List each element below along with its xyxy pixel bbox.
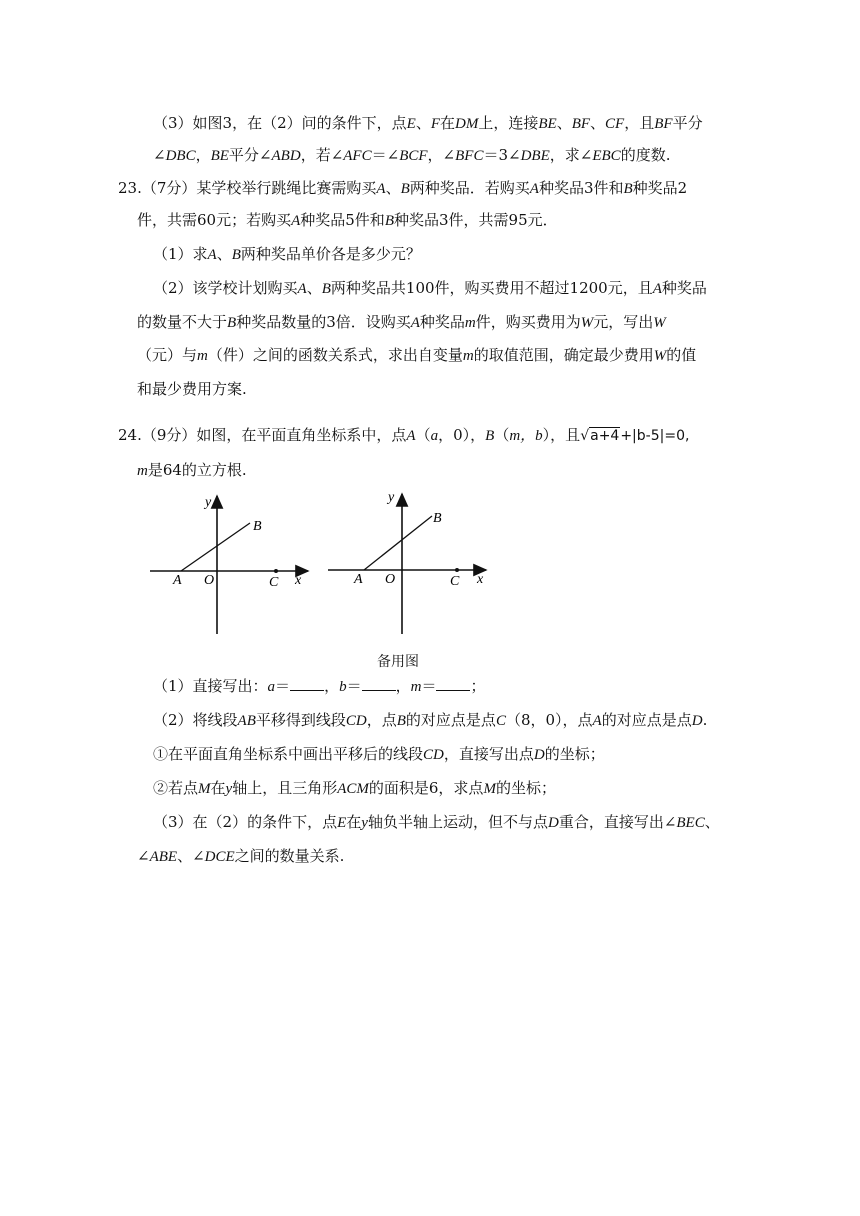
q24-part2-sub1: ①在平面直角坐标系中画出平移后的线段CD，直接写出点D的坐标；	[153, 745, 605, 763]
o-label: O	[204, 573, 215, 588]
q23-part2-line3: （元）与m（件）之间的函数关系式，求出自变量m的取值范围，确定最少费用W的值	[137, 346, 697, 364]
q23-part2-line2: 的数量不大于B种奖品数量的3倍．设购买A种奖品m件，购买费用为W元，写出W	[137, 313, 666, 331]
b-label: B	[253, 519, 262, 534]
q23-line2: 件，共需60元；若购买A种奖品5件和B种奖品3件，共需95元．	[137, 211, 558, 229]
q23-part1: （1）求A、B两种奖品单价各是多少元？	[153, 245, 421, 263]
q22-part3-line2: ∠DBC，BE平分∠ABD，若∠AFC＝∠BCF，∠BFC＝3∠DBE，求∠EBC的度数.	[153, 146, 671, 164]
answer-blank-b[interactable]	[362, 676, 396, 691]
answer-blank-m[interactable]	[436, 676, 470, 691]
c-label: C	[269, 575, 279, 590]
answer-blank-a[interactable]	[290, 676, 324, 691]
segment-ab	[181, 523, 250, 571]
y-label: y	[388, 490, 395, 505]
q24-part1: （1）直接写出：a＝ ，b＝ ，m＝ ；	[153, 677, 486, 695]
q24-part3-line1: （3）在（2）的条件下，点E在y轴负半轴上运动，但不与点D重合，直接写出∠BEC、	[153, 813, 720, 831]
coordinate-figures	[140, 488, 520, 648]
q22-part3-line1: （3）如图3，在（2）问的条件下，点E、F在DM上，连接BE、BF、CF，且BF平分	[153, 114, 703, 132]
segment-ab	[364, 516, 432, 570]
q24-part2-sub2: ②若点M在y轴上，且三角形ACM的面积是6，求点M的坐标；	[153, 779, 556, 797]
sqrt-expression: √a+4+|b-5|=0,	[580, 428, 690, 444]
q24-line1: 24.（9分）如图，在平面直角坐标系中，点A（a，0），B（m，b），且√a+4+|b-5|=0,	[118, 426, 690, 444]
y-label: y	[205, 495, 212, 510]
point-c	[274, 569, 278, 573]
figure-2	[328, 490, 486, 634]
q24-part3-line2: ∠ABE、∠DCE之间的数量关系.	[137, 847, 345, 865]
o-label: O	[385, 572, 396, 587]
point-c	[455, 568, 459, 572]
a-label: A	[173, 573, 182, 588]
c-label: C	[450, 574, 460, 589]
a-label: A	[354, 572, 363, 587]
x-label: x	[477, 572, 484, 587]
figure-caption: 备用图	[377, 654, 419, 670]
figure-1	[150, 495, 308, 634]
x-label: x	[295, 573, 302, 588]
q23-line1: 23.（7分）某学校举行跳绳比赛需购买A、B两种奖品．若购买A种奖品3件和B种奖品2	[118, 179, 688, 197]
q24-line2: m是64的立方根.	[137, 461, 247, 479]
q23-part2-line1: （2）该学校计划购买A、B两种奖品共100件，购买费用不超过1200元，且A种奖品	[153, 279, 707, 297]
q23-part2-line4: 和最少费用方案.	[137, 380, 247, 398]
b-label: B	[433, 511, 442, 526]
q24-part2: （2）将线段AB平移得到线段CD，点B的对应点是点C（8，0），点A的对应点是点D.	[153, 711, 708, 729]
